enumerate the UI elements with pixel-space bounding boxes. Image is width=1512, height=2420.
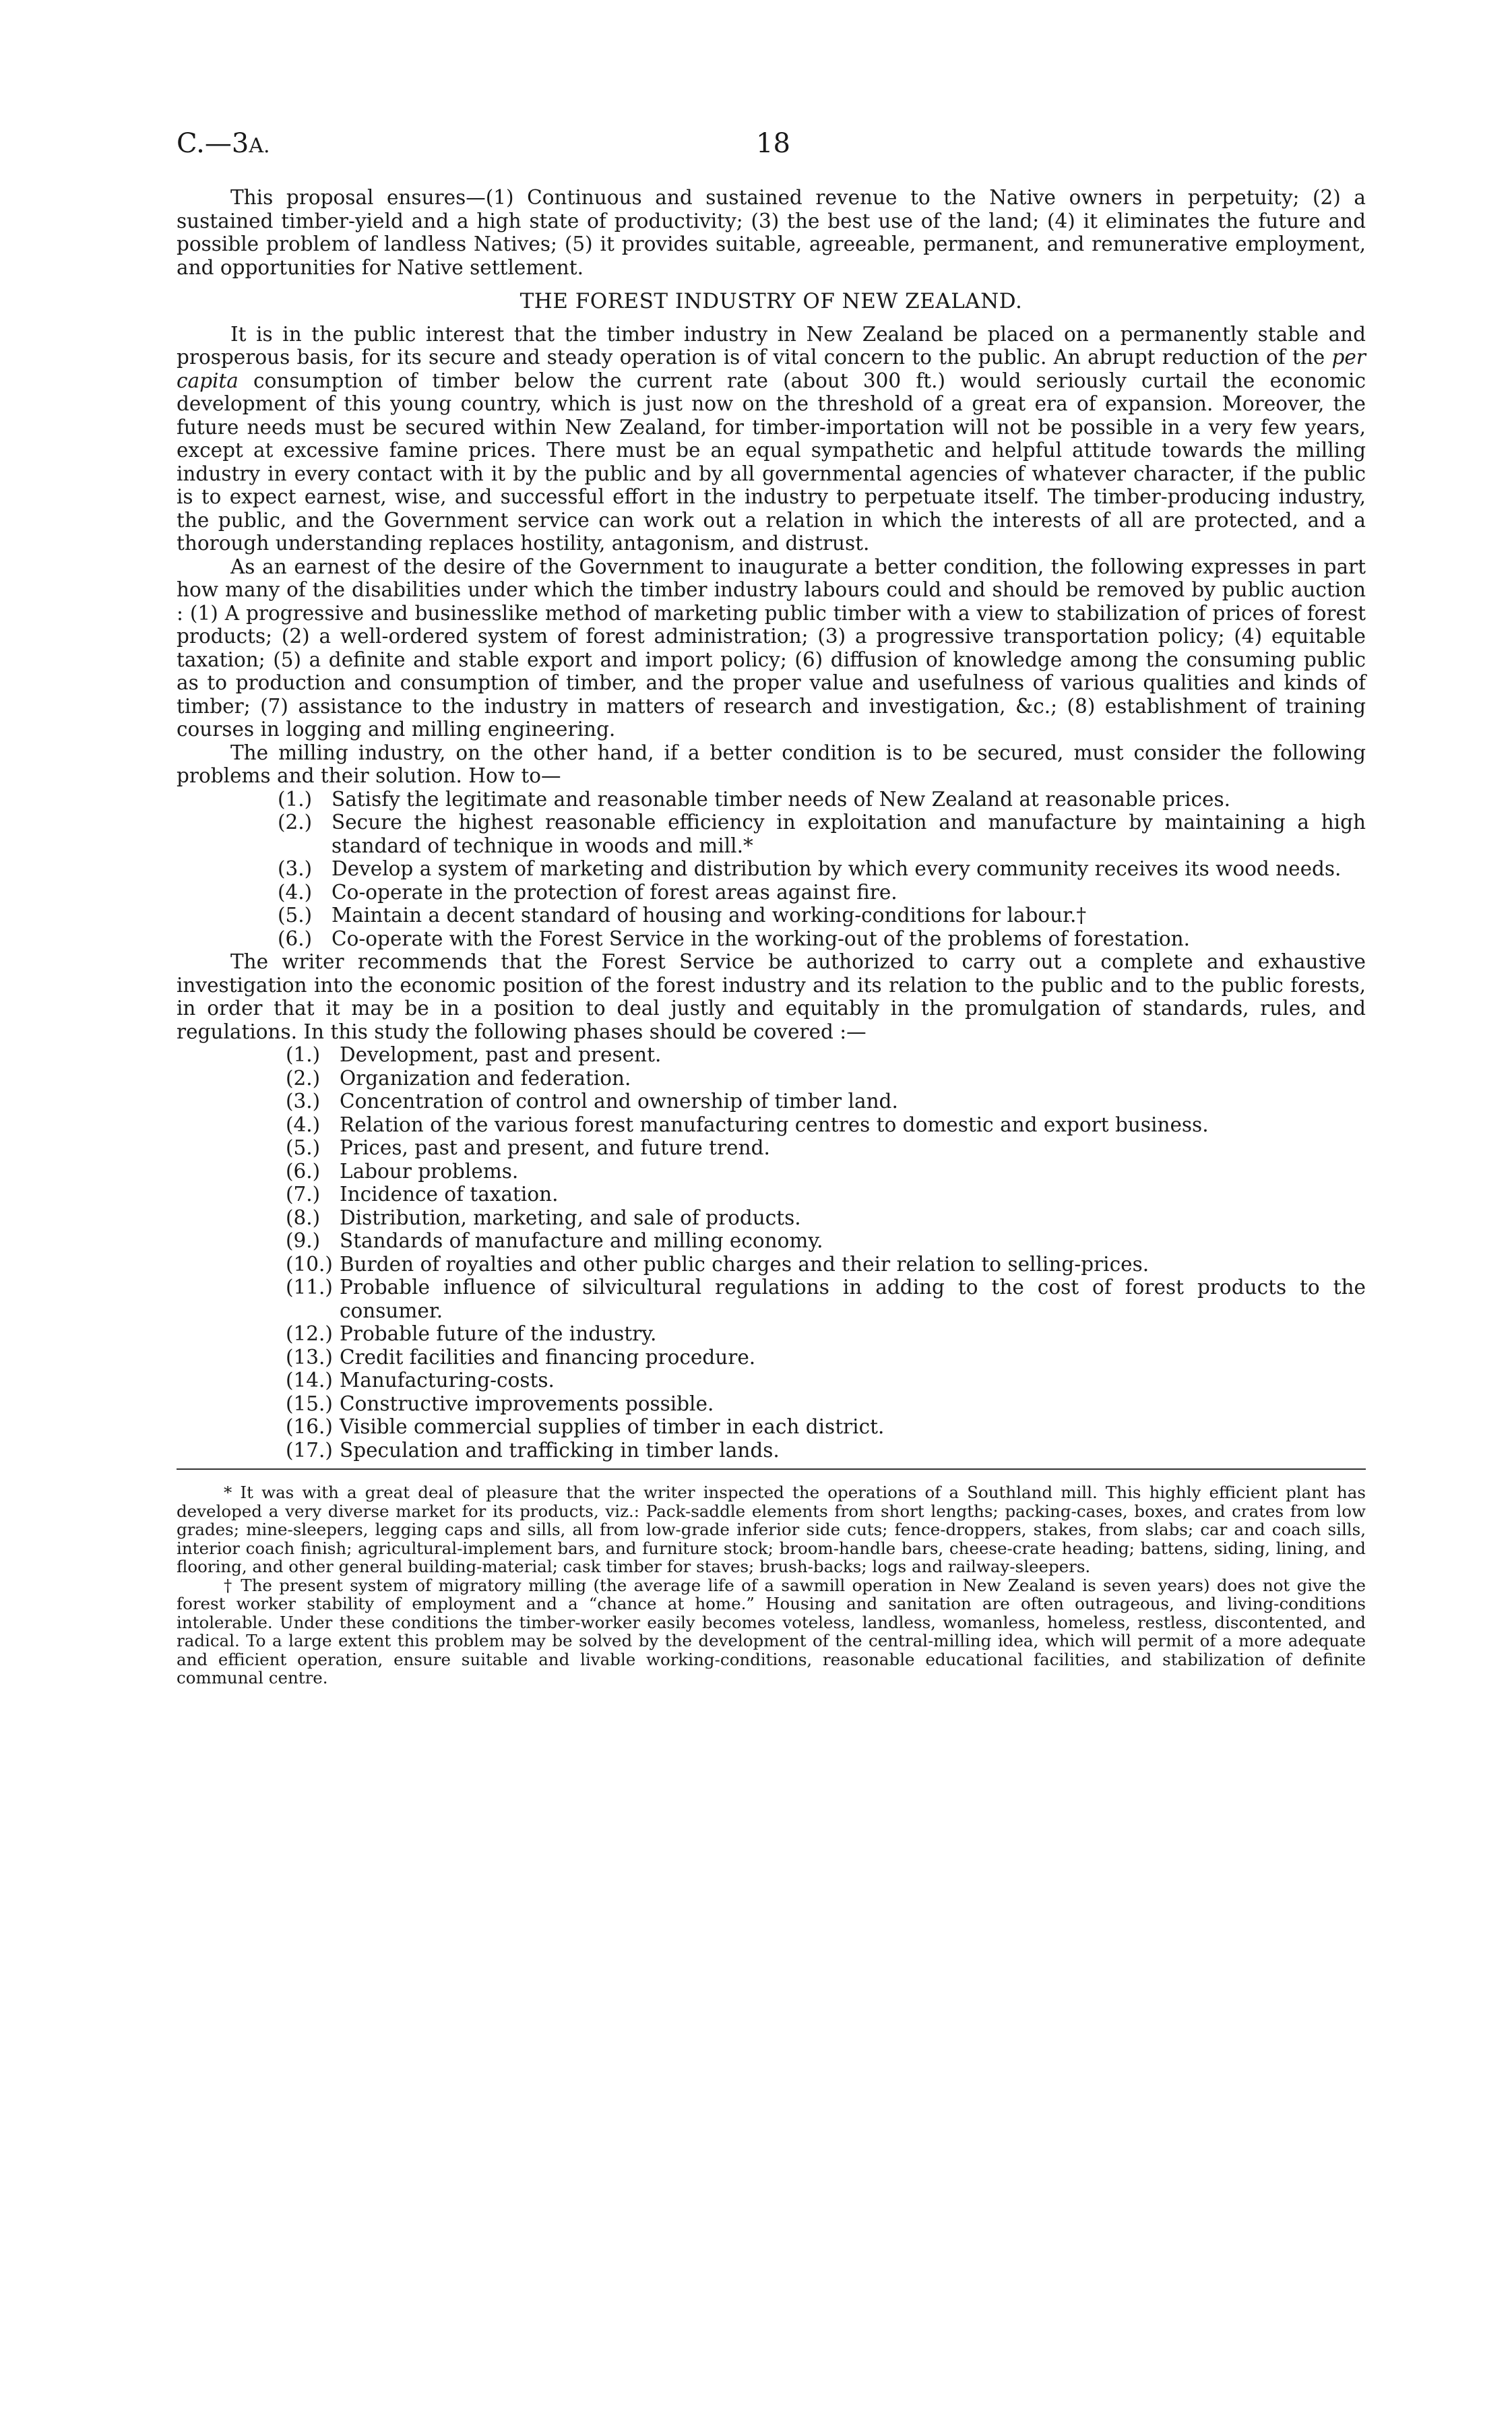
list-item: (3.) Develop a system of marketing and distribution by which every community receives its wood needs. bbox=[278, 857, 1342, 880]
paragraph-government-earnest: As an earnest of the desire of the Government to inaugurate a better condition, the following expresses in part how many of the disabilities under which the timber industry labours could and should be removed by public auction : (1) A progressive and businesslike method of marketing public timber with a view to stabilization of prices of forest products; (2) a well-ordered system of forest administration; (3) a progressive transportation policy; (4) equitable taxation; (5) a definite and stable export and import policy; (6) diffusion of knowledge among the consuming public as to production and consumption of timber, and the proper value and usefulness of various qualities and kinds of timber; (7) assistance to the industry in matters of research and investigation, &c.; (8) establishment of training courses in logging and milling engineering. bbox=[177, 555, 1366, 741]
footnote-divider bbox=[177, 1468, 1366, 1470]
footnote-dagger: † The present system of migratory milling (the average life of a sawmill operation in New Zealand is seven years) does not give the forest worker stability of employment and a “chance at home.” Housing and sanitation are often outrageous, and living-conditions intolerable. Under these conditions the timber-worker easily becomes voteless, landless, womanless, homeless, restless, discontented, and radical. To a large extent this problem may be solved by the development of the central-milling idea, which will permit of a more adequate and efficient operation, ensure suitable and livable working-conditions, reasonable educational facilities, and stabilization of definite communal centre. bbox=[177, 1575, 1366, 1687]
list-item: (15.) Constructive improvements possible. bbox=[286, 1392, 714, 1415]
list-item: (8.) Distribution, marketing, and sale of products. bbox=[286, 1206, 801, 1229]
list-item: (6.) Co-operate with the Forest Service in the working-out of the problems of forestation. bbox=[278, 927, 1190, 950]
list-item: (4.) Co-operate in the protection of forest areas against fire. bbox=[278, 880, 897, 904]
paragraph-milling-industry: The milling industry, on the other hand, if a better condition is to be secured, must consider the following problems and their solution. How to— bbox=[177, 741, 1366, 787]
paragraph-public-interest: It is in the public interest that the timber industry in New Zealand be placed on a permanently stable and prosperous basis, for its secure and steady operation is of vital concern to the public. An abrupt reduction of the per capita consumption of timber below the current rate (about 300 ft.) would seriously curtail the economic development of this young country, which is just now on the threshold of a great era of expansion. Moreover, the future needs must be secured within New Zealand, for timber-importation will not be possible in a very few years, except at excessive famine prices. There must be an equal sympathetic and helpful attitude towards the milling industry in every contact with it by the public and by all governmental agencies of whatever character, if the public is to expect earnest, wise, and successful effort in the industry to perpetuate itself. The timber-producing industry, the public, and the Government service can work out a relation in which the interests of all are protected, and a thorough understanding replaces hostility, antagonism, and distrust. bbox=[177, 322, 1366, 555]
list-item: (2.) Organization and federation. bbox=[286, 1066, 631, 1090]
document-page bbox=[177, 128, 1366, 1687]
page-header bbox=[177, 128, 1366, 175]
list-item: (2.) Secure the highest reasonable efficiency in exploitation and manufacture by maintaining a high standard of technique in woods and mill.* bbox=[278, 811, 1366, 857]
list-item: (4.) Relation of the various forest manufacturing centres to domestic and export business. bbox=[286, 1113, 1209, 1136]
list-item: (1.) Satisfy the legitimate and reasonable timber needs of New Zealand at reasonable prices. bbox=[278, 787, 1230, 811]
list-item: (9.) Standards of manufacture and milling economy. bbox=[286, 1229, 823, 1252]
list-item: (1.) Development, past and present. bbox=[286, 1043, 662, 1066]
intro-paragraph: This proposal ensures—(1) Continuous and sustained revenue to the Native owners in perpetuity; (2) a sustained timber-yield and a high state of productivity; (3) the best use of the land; (4) it eliminates the future and possible problem of landless Natives; (5) it provides suitable, agreeable, permanent, and remunerative employment, and opportunities for Native settlement. bbox=[177, 186, 1366, 279]
milling-problems-list bbox=[177, 788, 1366, 951]
paragraph-recommendation: The writer recommends that the Forest Service be authorized to carry out a complete and exhaustive investigation into the economic position of the forest industry and its relation to the public and to the public forests, in order that it may be in a position to deal justly and equitably in the promulgation of standards, rules, and regulations. In this study the following phases should be covered :— bbox=[177, 950, 1366, 1043]
list-item: (5.) Prices, past and present, and future trend. bbox=[286, 1136, 770, 1159]
footnote-asterisk: * It was with a great deal of pleasure that the writer inspected the operations of a Southland mill. This highly efficient plant has developed a very diverse market for its products, viz.: Pack-saddle elements from short lengths; packing-cases, boxes, and crates from low grades; mine-sleepers, legging caps and sills, all from low-grade inferior side cuts; fence-droppers, stakes, from slabs; car and coach sills, interior coach finish; agricultural-implement bars, and furniture stock; broom-handle bars, cheese-crate heading; battens, siding, lining, and flooring, and other general building-material; cask timber for staves; brush-backs; logs and railway-sleepers. bbox=[177, 1483, 1366, 1576]
list-item: (17.) Speculation and trafficking in timber lands. bbox=[286, 1438, 780, 1462]
body-text bbox=[177, 186, 1366, 1462]
footnotes bbox=[177, 1483, 1366, 1687]
list-item: (6.) Labour problems. bbox=[286, 1159, 519, 1183]
list-item: (3.) Concentration of control and ownership of timber land. bbox=[286, 1090, 898, 1113]
list-item: (11.) Probable influence of silvicultural regulations in adding to the cost of forest products to the consumer. bbox=[286, 1276, 1366, 1322]
investigation-phases-list bbox=[177, 1043, 1366, 1462]
list-item: (10.) Burden of royalties and other public charges and their relation to selling-prices. bbox=[286, 1252, 1149, 1276]
list-item: (14.) Manufacturing-costs. bbox=[286, 1369, 555, 1392]
list-item: (5.) Maintain a decent standard of housing and working-conditions for labour.† bbox=[278, 904, 1087, 927]
list-item: (16.) Visible commercial supplies of timber in each district. bbox=[286, 1415, 885, 1438]
list-item: (7.) Incidence of taxation. bbox=[286, 1183, 559, 1206]
page-number: 18 bbox=[756, 128, 790, 159]
list-item: (12.) Probable future of the industry. bbox=[286, 1322, 657, 1345]
section-heading: THE FOREST INDUSTRY OF NEW ZEALAND. bbox=[519, 289, 1023, 313]
list-item: (13.) Credit facilities and financing procedure. bbox=[286, 1345, 756, 1369]
document-reference: C.—3A. bbox=[177, 128, 270, 159]
